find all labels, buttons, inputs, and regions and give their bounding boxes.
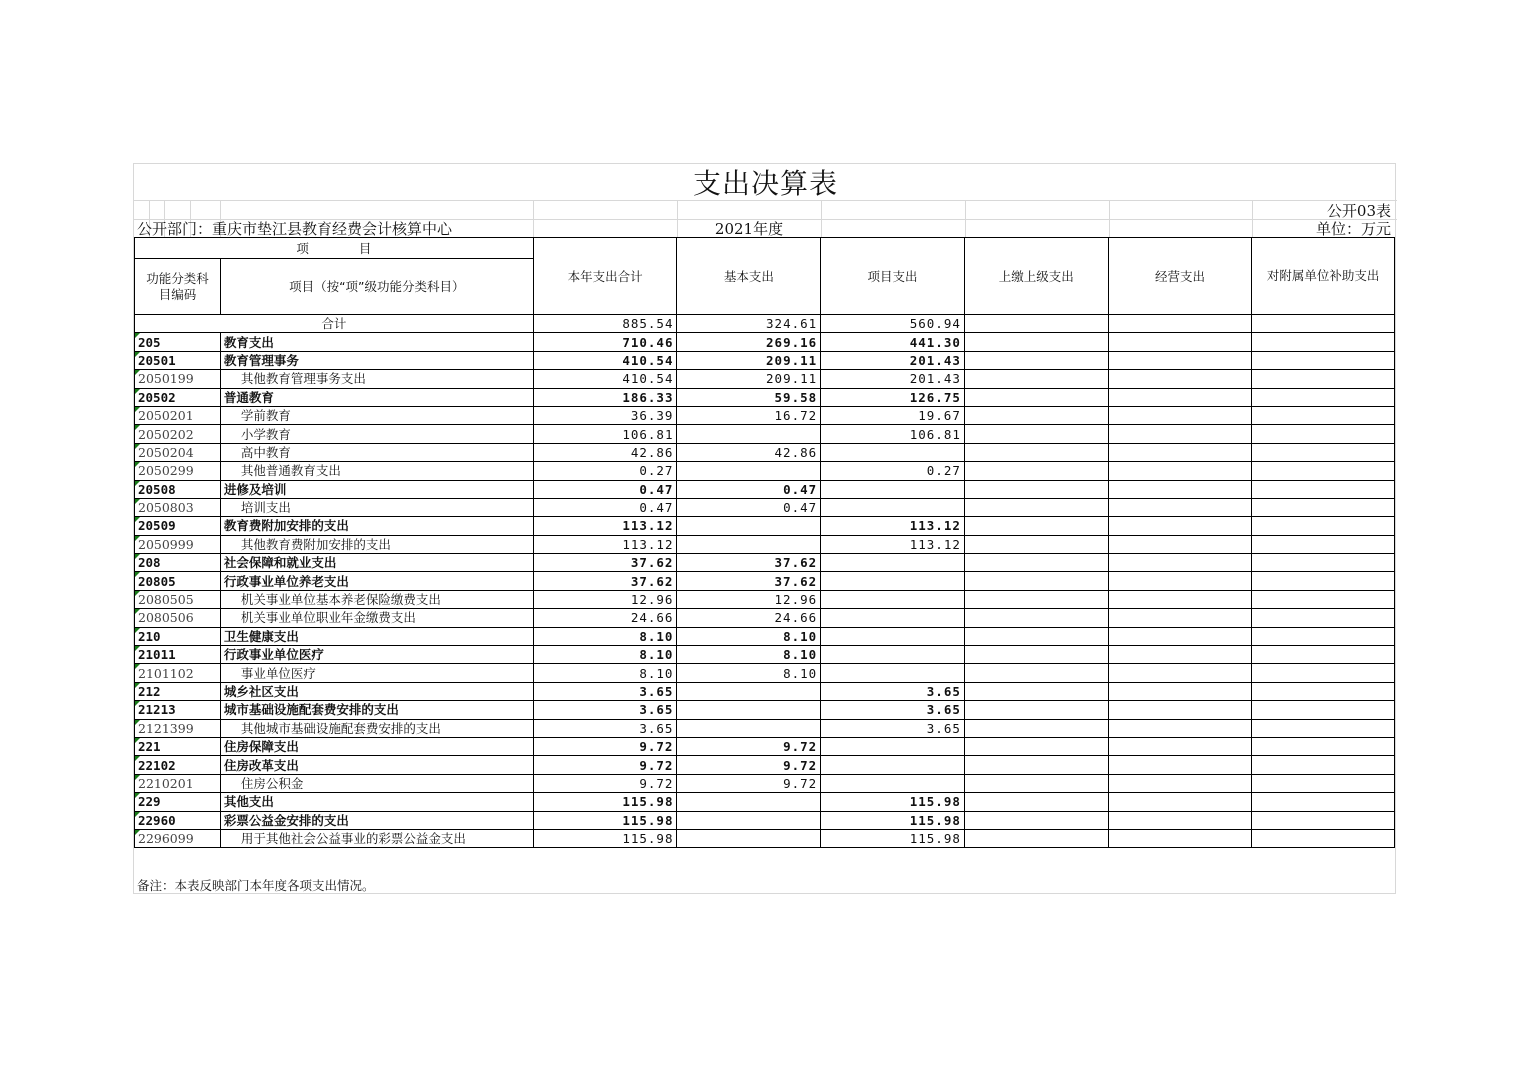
row-upper xyxy=(964,756,1108,774)
row-project xyxy=(821,646,965,664)
row-basic: 9.72 xyxy=(677,774,821,792)
row-project xyxy=(821,480,965,498)
row-project: 3.65 xyxy=(821,719,965,737)
table-row xyxy=(135,737,1395,755)
row-business xyxy=(1108,333,1252,351)
row-total: 115.98 xyxy=(533,829,677,847)
row-project: 126.75 xyxy=(821,388,965,406)
row-project: 19.67 xyxy=(821,406,965,424)
row-business xyxy=(1108,811,1252,829)
row-upper xyxy=(964,793,1108,811)
row-subsidy xyxy=(1252,756,1395,774)
row-upper xyxy=(964,737,1108,755)
table-row xyxy=(135,370,1395,388)
row-code: 2080506 xyxy=(135,609,221,627)
row-name: 教育支出 xyxy=(220,333,533,351)
row-project: 113.12 xyxy=(821,535,965,553)
row-total: 3.65 xyxy=(533,719,677,737)
row-total: 710.46 xyxy=(533,333,677,351)
row-subsidy xyxy=(1252,590,1395,608)
row-business xyxy=(1108,406,1252,424)
total-basic: 324.61 xyxy=(677,315,821,333)
row-upper xyxy=(964,480,1108,498)
row-name: 卫生健康支出 xyxy=(220,627,533,645)
row-total: 3.65 xyxy=(533,701,677,719)
row-total: 8.10 xyxy=(533,627,677,645)
row-project xyxy=(821,609,965,627)
row-subsidy xyxy=(1252,609,1395,627)
row-project: 106.81 xyxy=(821,425,965,443)
row-total: 42.86 xyxy=(533,443,677,461)
row-business xyxy=(1108,756,1252,774)
table-row xyxy=(135,480,1395,498)
row-basic: 0.47 xyxy=(677,498,821,516)
row-code: 2050999 xyxy=(135,535,221,553)
row-total: 8.10 xyxy=(533,646,677,664)
table-row xyxy=(135,572,1395,590)
table-row xyxy=(135,462,1395,480)
row-code: 2050803 xyxy=(135,498,221,516)
row-business xyxy=(1108,737,1252,755)
total-upper xyxy=(964,315,1108,333)
row-business xyxy=(1108,535,1252,553)
row-upper xyxy=(964,609,1108,627)
row-basic: 12.96 xyxy=(677,590,821,608)
row-upper xyxy=(964,572,1108,590)
row-code: 229 xyxy=(135,793,221,811)
header-subsidy: 对附属单位补助支出 xyxy=(1252,238,1395,315)
row-upper xyxy=(964,682,1108,700)
row-code: 2296099 xyxy=(135,829,221,847)
row-basic: 42.86 xyxy=(677,443,821,461)
row-project xyxy=(821,572,965,590)
row-project: 0.27 xyxy=(821,462,965,480)
row-code: 208 xyxy=(135,554,221,572)
row-name: 住房改革支出 xyxy=(220,756,533,774)
row-business xyxy=(1108,370,1252,388)
header-code: 功能分类科目编码 xyxy=(135,259,221,315)
fiscal-year: 2021年度 xyxy=(714,220,784,238)
table-row xyxy=(135,646,1395,664)
row-name: 高中教育 xyxy=(220,443,533,461)
row-name: 彩票公益金安排的支出 xyxy=(220,811,533,829)
row-basic: 9.72 xyxy=(677,756,821,774)
table-row xyxy=(135,333,1395,351)
row-total: 0.47 xyxy=(533,480,677,498)
row-total: 3.65 xyxy=(533,682,677,700)
row-project: 201.43 xyxy=(821,351,965,369)
unit-label: 单位：万元 xyxy=(1315,220,1391,238)
row-name: 社会保障和就业支出 xyxy=(220,554,533,572)
table-row xyxy=(135,664,1395,682)
row-code: 2050299 xyxy=(135,462,221,480)
row-code: 221 xyxy=(135,737,221,755)
total-row xyxy=(135,315,1395,333)
row-total: 37.62 xyxy=(533,572,677,590)
row-code: 21011 xyxy=(135,646,221,664)
table-row xyxy=(135,811,1395,829)
row-total: 0.27 xyxy=(533,462,677,480)
row-name: 培训支出 xyxy=(220,498,533,516)
row-total: 37.62 xyxy=(533,554,677,572)
total-sum: 885.54 xyxy=(533,315,677,333)
row-upper xyxy=(964,406,1108,424)
row-name: 进修及培训 xyxy=(220,480,533,498)
table-body xyxy=(135,315,1395,848)
row-name: 普通教育 xyxy=(220,388,533,406)
divider xyxy=(533,200,534,238)
row-business xyxy=(1108,462,1252,480)
row-subsidy xyxy=(1252,737,1395,755)
row-total: 9.72 xyxy=(533,756,677,774)
row-project xyxy=(821,554,965,572)
row-basic: 24.66 xyxy=(677,609,821,627)
department-label: 公开部门：重庆市垫江县教育经费会计核算中心 xyxy=(137,220,453,238)
row-name: 学前教育 xyxy=(220,406,533,424)
row-project: 115.98 xyxy=(821,811,965,829)
header-name: 项目（按“项”级功能分类科目） xyxy=(220,259,533,315)
row-project xyxy=(821,627,965,645)
row-subsidy xyxy=(1252,406,1395,424)
row-basic xyxy=(677,701,821,719)
total-label: 合计 xyxy=(135,315,534,333)
row-subsidy xyxy=(1252,627,1395,645)
row-name: 住房保障支出 xyxy=(220,737,533,755)
row-subsidy xyxy=(1252,774,1395,792)
row-name: 教育费附加安排的支出 xyxy=(220,517,533,535)
row-upper xyxy=(964,333,1108,351)
row-basic: 8.10 xyxy=(677,646,821,664)
row-code: 22960 xyxy=(135,811,221,829)
row-name: 城乡社区支出 xyxy=(220,682,533,700)
total-business xyxy=(1108,315,1252,333)
row-name: 机关事业单位职业年金缴费支出 xyxy=(220,609,533,627)
row-total: 36.39 xyxy=(533,406,677,424)
row-upper xyxy=(964,664,1108,682)
row-total: 24.66 xyxy=(533,609,677,627)
header-upper: 上缴上级支出 xyxy=(964,238,1108,315)
row-total: 9.72 xyxy=(533,737,677,755)
header-project: 项目支出 xyxy=(821,238,965,315)
row-business xyxy=(1108,627,1252,645)
table-row xyxy=(135,443,1395,461)
row-basic xyxy=(677,811,821,829)
row-code: 20502 xyxy=(135,388,221,406)
table-row xyxy=(135,793,1395,811)
row-name: 城市基础设施配套费安排的支出 xyxy=(220,701,533,719)
row-business xyxy=(1108,388,1252,406)
row-upper xyxy=(964,388,1108,406)
divider xyxy=(134,200,1397,201)
report-sheet xyxy=(133,163,1396,894)
row-upper xyxy=(964,719,1108,737)
row-business xyxy=(1108,774,1252,792)
row-subsidy xyxy=(1252,701,1395,719)
divider xyxy=(965,200,966,238)
total-subsidy xyxy=(1252,315,1395,333)
table-row xyxy=(135,609,1395,627)
header-project-group: 项 目 xyxy=(135,238,534,259)
row-name: 住房公积金 xyxy=(220,774,533,792)
row-project xyxy=(821,737,965,755)
row-code: 2210201 xyxy=(135,774,221,792)
row-basic xyxy=(677,682,821,700)
row-code: 2050204 xyxy=(135,443,221,461)
row-code: 2050199 xyxy=(135,370,221,388)
table-row xyxy=(135,388,1395,406)
row-basic: 8.10 xyxy=(677,664,821,682)
row-code: 2050202 xyxy=(135,425,221,443)
row-project: 3.65 xyxy=(821,701,965,719)
row-subsidy xyxy=(1252,811,1395,829)
row-basic xyxy=(677,719,821,737)
row-name: 其他支出 xyxy=(220,793,533,811)
row-project: 201.43 xyxy=(821,370,965,388)
row-upper xyxy=(964,535,1108,553)
row-upper xyxy=(964,462,1108,480)
row-upper xyxy=(964,701,1108,719)
row-total: 115.98 xyxy=(533,811,677,829)
row-total: 186.33 xyxy=(533,388,677,406)
row-total: 106.81 xyxy=(533,425,677,443)
row-subsidy xyxy=(1252,535,1395,553)
table-row xyxy=(135,425,1395,443)
table-row xyxy=(135,517,1395,535)
row-basic xyxy=(677,517,821,535)
row-code: 205 xyxy=(135,333,221,351)
row-business xyxy=(1108,719,1252,737)
row-project xyxy=(821,443,965,461)
row-project xyxy=(821,774,965,792)
row-basic: 209.11 xyxy=(677,351,821,369)
divider xyxy=(1252,200,1253,238)
row-upper xyxy=(964,517,1108,535)
row-basic: 269.16 xyxy=(677,333,821,351)
row-business xyxy=(1108,554,1252,572)
row-upper xyxy=(964,351,1108,369)
row-upper xyxy=(964,829,1108,847)
row-code: 210 xyxy=(135,627,221,645)
row-total: 12.96 xyxy=(533,590,677,608)
row-project: 3.65 xyxy=(821,682,965,700)
row-subsidy xyxy=(1252,719,1395,737)
row-upper xyxy=(964,498,1108,516)
row-subsidy xyxy=(1252,351,1395,369)
row-upper xyxy=(964,774,1108,792)
row-upper xyxy=(964,425,1108,443)
table-row xyxy=(135,554,1395,572)
row-name: 教育管理事务 xyxy=(220,351,533,369)
row-business xyxy=(1108,517,1252,535)
row-basic xyxy=(677,462,821,480)
row-business xyxy=(1108,443,1252,461)
table-row xyxy=(135,627,1395,645)
row-code: 2080505 xyxy=(135,590,221,608)
row-basic xyxy=(677,535,821,553)
row-subsidy xyxy=(1252,517,1395,535)
table-row xyxy=(135,351,1395,369)
table-row xyxy=(135,406,1395,424)
table-row xyxy=(135,682,1395,700)
row-business xyxy=(1108,480,1252,498)
row-subsidy xyxy=(1252,462,1395,480)
table-code: 公开03表 xyxy=(1326,202,1391,220)
row-business xyxy=(1108,682,1252,700)
row-basic: 209.11 xyxy=(677,370,821,388)
row-project xyxy=(821,664,965,682)
report-title: 支出决算表 xyxy=(692,167,838,200)
row-total: 410.54 xyxy=(533,370,677,388)
row-project xyxy=(821,498,965,516)
row-name: 其他城市基础设施配套费安排的支出 xyxy=(220,719,533,737)
row-subsidy xyxy=(1252,498,1395,516)
expenditure-table xyxy=(134,237,1395,848)
row-name: 用于其他社会公益事业的彩票公益金支出 xyxy=(220,829,533,847)
row-total: 8.10 xyxy=(533,664,677,682)
table-row xyxy=(135,701,1395,719)
row-total: 113.12 xyxy=(533,517,677,535)
row-project xyxy=(821,756,965,774)
row-basic: 9.72 xyxy=(677,737,821,755)
row-business xyxy=(1108,701,1252,719)
row-subsidy xyxy=(1252,793,1395,811)
table-row xyxy=(135,756,1395,774)
row-upper xyxy=(964,627,1108,645)
row-basic: 59.58 xyxy=(677,388,821,406)
row-name: 小学教育 xyxy=(220,425,533,443)
table-row xyxy=(135,535,1395,553)
row-basic: 37.62 xyxy=(677,572,821,590)
divider xyxy=(1109,200,1110,238)
row-subsidy xyxy=(1252,829,1395,847)
row-subsidy xyxy=(1252,646,1395,664)
row-business xyxy=(1108,590,1252,608)
row-basic: 0.47 xyxy=(677,480,821,498)
row-business xyxy=(1108,793,1252,811)
divider xyxy=(821,200,822,238)
row-business xyxy=(1108,572,1252,590)
row-subsidy xyxy=(1252,480,1395,498)
row-name: 事业单位医疗 xyxy=(220,664,533,682)
row-subsidy xyxy=(1252,333,1395,351)
table-row xyxy=(135,498,1395,516)
header-total: 本年支出合计 xyxy=(533,238,677,315)
row-upper xyxy=(964,370,1108,388)
row-total: 9.72 xyxy=(533,774,677,792)
row-business xyxy=(1108,646,1252,664)
row-subsidy xyxy=(1252,682,1395,700)
row-subsidy xyxy=(1252,572,1395,590)
row-subsidy xyxy=(1252,443,1395,461)
footnote: 备注：本表反映部门本年度各项支出情况。 xyxy=(137,878,375,893)
row-subsidy xyxy=(1252,388,1395,406)
row-upper xyxy=(964,590,1108,608)
row-business xyxy=(1108,498,1252,516)
table-row xyxy=(135,590,1395,608)
row-total: 0.47 xyxy=(533,498,677,516)
row-total: 115.98 xyxy=(533,793,677,811)
header-basic: 基本支出 xyxy=(677,238,821,315)
row-code: 2050201 xyxy=(135,406,221,424)
row-upper xyxy=(964,646,1108,664)
row-business xyxy=(1108,609,1252,627)
row-subsidy xyxy=(1252,425,1395,443)
row-name: 其他教育费附加安排的支出 xyxy=(220,535,533,553)
row-subsidy xyxy=(1252,370,1395,388)
row-project: 113.12 xyxy=(821,517,965,535)
row-code: 20508 xyxy=(135,480,221,498)
row-code: 20509 xyxy=(135,517,221,535)
row-project: 115.98 xyxy=(821,793,965,811)
row-upper xyxy=(964,811,1108,829)
row-name: 其他普通教育支出 xyxy=(220,462,533,480)
row-code: 20501 xyxy=(135,351,221,369)
row-code: 20805 xyxy=(135,572,221,590)
row-basic: 16.72 xyxy=(677,406,821,424)
table-row xyxy=(135,774,1395,792)
row-subsidy xyxy=(1252,664,1395,682)
row-project: 115.98 xyxy=(821,829,965,847)
header-business: 经营支出 xyxy=(1108,238,1252,315)
row-code: 21213 xyxy=(135,701,221,719)
row-name: 其他教育管理事务支出 xyxy=(220,370,533,388)
row-project xyxy=(821,590,965,608)
row-name: 机关事业单位基本养老保险缴费支出 xyxy=(220,590,533,608)
row-basic xyxy=(677,829,821,847)
row-business xyxy=(1108,425,1252,443)
row-business xyxy=(1108,829,1252,847)
row-total: 113.12 xyxy=(533,535,677,553)
row-code: 2101102 xyxy=(135,664,221,682)
row-basic: 37.62 xyxy=(677,554,821,572)
row-subsidy xyxy=(1252,554,1395,572)
row-project: 441.30 xyxy=(821,333,965,351)
table-row xyxy=(135,829,1395,847)
table-row xyxy=(135,719,1395,737)
row-code: 212 xyxy=(135,682,221,700)
row-basic xyxy=(677,425,821,443)
row-code: 2121399 xyxy=(135,719,221,737)
total-project: 560.94 xyxy=(821,315,965,333)
row-code: 22102 xyxy=(135,756,221,774)
row-total: 410.54 xyxy=(533,351,677,369)
row-upper xyxy=(964,554,1108,572)
row-name: 行政事业单位养老支出 xyxy=(220,572,533,590)
row-upper xyxy=(964,443,1108,461)
row-business xyxy=(1108,351,1252,369)
row-name: 行政事业单位医疗 xyxy=(220,646,533,664)
row-basic: 8.10 xyxy=(677,627,821,645)
row-basic xyxy=(677,793,821,811)
row-business xyxy=(1108,664,1252,682)
